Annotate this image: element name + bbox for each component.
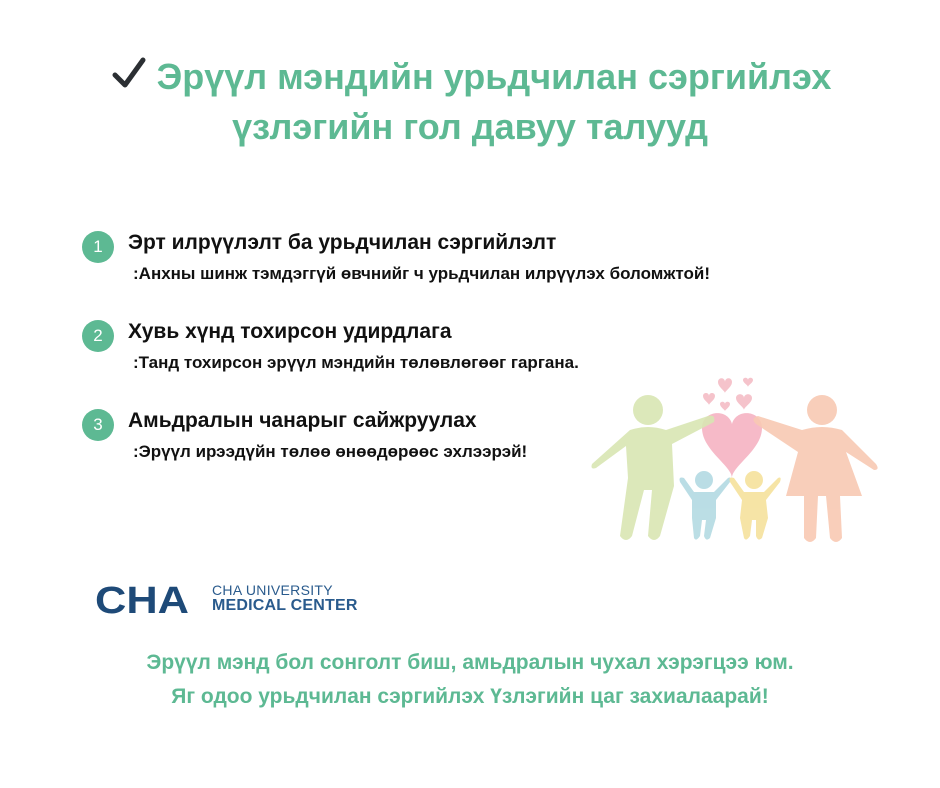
title-text-1: Эрүүл мэндийн урьдчилан сэргийлэх xyxy=(156,56,832,97)
benefit-detail: :Танд тохирсон эрүүл мэндийн төлөвлөгөөг гаргана. xyxy=(133,353,579,372)
logo-university: CHA UNIVERSITY xyxy=(212,582,333,598)
title-line-2: үзлэгийн гол давуу талууд xyxy=(232,106,708,147)
number-badge: 3 xyxy=(82,409,114,441)
family-heart-illustration xyxy=(590,368,880,548)
page-title xyxy=(0,52,940,152)
logo-text xyxy=(212,582,358,614)
number-badge: 2 xyxy=(82,320,114,352)
title-line-1 xyxy=(0,52,940,102)
number-badge: 1 xyxy=(82,231,114,263)
check-icon xyxy=(109,53,149,93)
benefit-heading: Хувь хүнд тохирсон удирдлага xyxy=(128,320,452,343)
benefit-heading: Амьдралын чанарыг сайжруулах xyxy=(128,409,477,432)
benefit-heading: Эрт илрүүлэлт ба урьдчилан сэргийлэлт xyxy=(128,231,557,254)
logo-medical-center: MEDICAL CENTER xyxy=(212,597,358,614)
footer-line-1: Эрүүл мэнд бол сонголт биш, амьдралын чухал хэрэгцээ юм. xyxy=(146,651,794,674)
benefit-detail: :Эрүүл ирээдүйн төлөө өнөөдөрөөс эхлээрэй! xyxy=(133,442,528,461)
footer-line-2: Яг одоо урьдчилан сэргийлэх Үзлэгийн цаг захиалаарай! xyxy=(171,685,769,708)
benefit-detail: :Анхны шинж тэмдэггүй өвчнийг ч урьдчилан илрүүлэх боломжтой! xyxy=(133,264,711,283)
logo-mark: CHA xyxy=(95,583,189,619)
